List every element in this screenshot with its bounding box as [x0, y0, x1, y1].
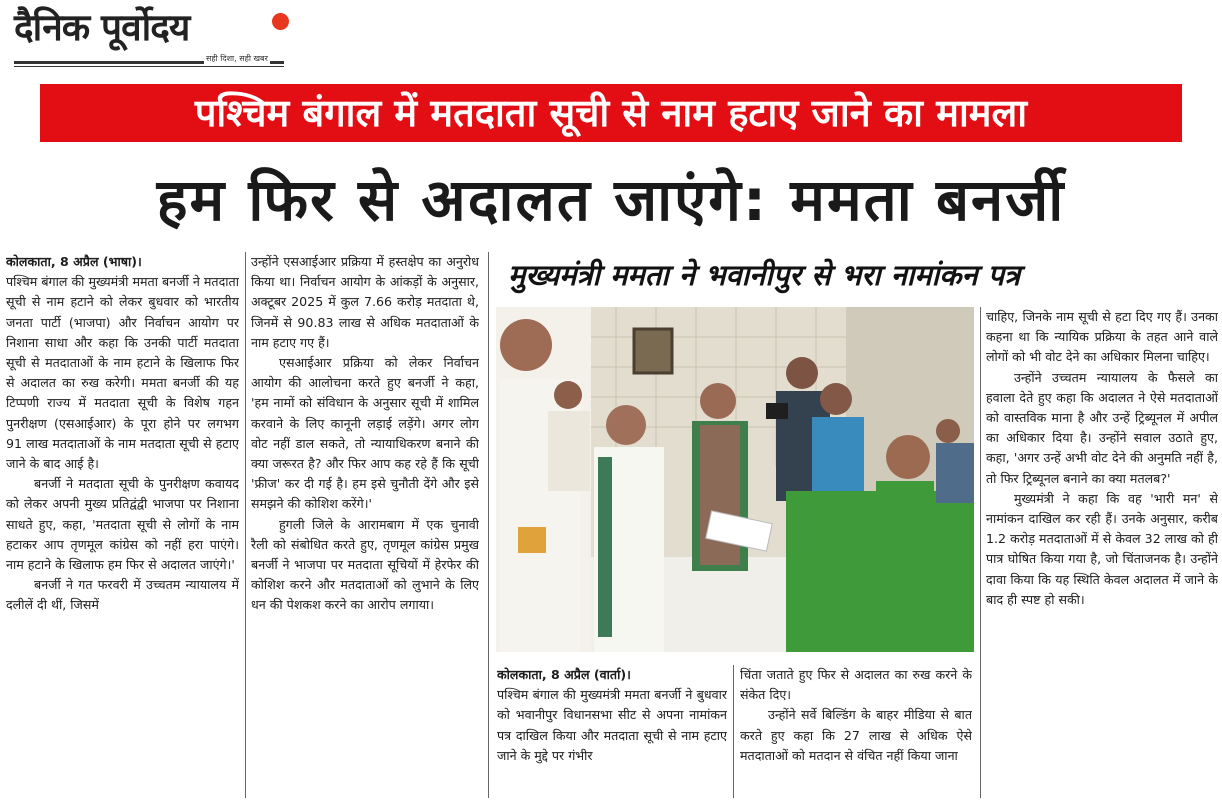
column-divider: [733, 665, 734, 798]
story1-paragraph-1: पश्चिम बंगाल की मुख्यमंत्री ममता बनर्जी ने मतदाता सूची से नाम हटाने को लेकर बुधवार को भारतीय जनता पार्टी (भाजपा) और निर्वाचन आयोग पर निशाना साधा और कहा कि उनकी पार्टी मतदाता सूची से मतदाताओं के नाम हटाने के खिलाफ फिर से अदालत का रुख करेगी। ममता बनर्जी की यह टिप्पणी राज्य में मतदाता सूची के विशेष गहन पुनरीक्षण (एसआईआर) के पूरा होने पर लगभग 91 लाख मतदाताओं के नाम मतदाता सूची से हटाए जाने के बाद आई है।: [6, 274, 239, 472]
column-divider: [488, 252, 489, 798]
newspaper-name: दैनिक पूर्वोदय: [14, 6, 190, 49]
story2-paragraph-1: पश्चिम बंगाल की मुख्यमंत्री ममता बनर्जी ने बुधवार को भवानीपुर विधानसभा सीट से अपना नामांकन पत्र दाखिल किया और मतदाता सूची से नाम हटाए जाने के मुद्दे पर गंभीर: [497, 687, 727, 763]
main-headline: हम फिर से अदालत जाएंगे: ममता बनर्जी: [156, 166, 1066, 234]
column-divider: [245, 252, 246, 798]
masthead-red-dot: [272, 13, 289, 30]
masthead-rule-thin: [14, 66, 284, 67]
story1-paragraph-5: एसआईआर प्रक्रिया को लेकर निर्वाचन आयोग की आलोचना करते हुए बनर्जी ने कहा, 'हम नामों को संविधान के अनुसार सूची में शामिल करवाने के लिए कानूनी लड़ाई लड़ेंगे। अगर लोग वोट नहीं डाल सकते, तो न्यायाधिकरण बनाने की क्या जरूरत है? और फिर आप कह रहे हैं कि सूची 'फ्रीज' कर दी गई है। हम इसे चुनौती देंगे और इसे समझने की कोशिश करेंगे।': [251, 355, 479, 512]
newspaper-masthead: [14, 6, 286, 72]
story2-paragraph-6: मुख्यमंत्री ने कहा कि वह 'भारी मन' से नामांकन दाखिल कर रही हैं। उनके अनुसार, करीब 1.2 करोड़ मतदाताओं में से केवल 32 लाख को ही पात्र घोषित किया गया है, जो चिंताजनक है। उन्होंने दावा किया कि यह स्थिति केवल अदालत में जाने के बाद ही स्पष्ट हो सकी।: [986, 490, 1218, 607]
story2-paragraph-5: उन्होंने उच्चतम न्यायालय के फैसले का हवाला देते हुए कहा कि अदालत ने ऐसे मतदाताओं को वास्तविक माना है और उन्हें ट्रिब्यूनल में अपील का अधिकार दिया है। उन्होंने सवाल उठाते हुए, कहा, 'अगर उन्हें अभी वोट देने की अनुमति नहीं है, तो फिर ट्रिब्यूनल बनाने का क्या मतलब?': [986, 369, 1218, 486]
story1-paragraph-3: बनर्जी ने गत फरवरी में उच्चतम न्यायालय में दलीलें दी थीं, जिसमें: [6, 577, 239, 613]
story2-column-3: [986, 307, 1218, 798]
story1-paragraph-6: हुगली जिले के आरामबाग में एक चुनावी रैली को संबोधित करते हुए, तृणमूल कांग्रेस प्रमुख बनर्जी ने भाजपा पर मतदाता सूचियों में हेरफेर की कोशिश करने और मतदाताओं को लुभाने के लिए धन की पेशकश करने का आरोप लगाया।: [251, 516, 479, 613]
column-divider: [980, 307, 981, 798]
story2-column-1: [497, 665, 727, 798]
story2-paragraph-4: चाहिए, जिनके नाम सूची से हटा दिए गए हैं। उनका कहना था कि न्यायिक प्रक्रिया के तहत आने वाले लोगों को भी वोट देने का अधिकार मिलना चाहिए।: [986, 309, 1218, 365]
news-photo: [496, 307, 974, 652]
story2-subheadline: मुख्यमंत्री ममता ने भवानीपुर से भरा नामांकन पत्र: [508, 258, 1021, 292]
story1-paragraph-4: उन्होंने एसआईआर प्रक्रिया में हस्तक्षेप का अनुरोध किया था। निर्वाचन आयोग के आंकड़ों के अनुसार, अक्टूबर 2025 में कुल 7.66 करोड़ मतदाता थे, जिनमें से 90.83 लाख से अधिक मतदाताओं के नाम हटाए गए हैं।: [251, 254, 479, 350]
story2-paragraph-2: चिंता जताते हुए फिर से अदालत का रुख करने के संकेत दिए।: [740, 667, 972, 703]
story1-dateline: कोलकाता, 8 अप्रैल (भाषा)।: [6, 254, 142, 269]
story1-column-1: [6, 252, 239, 798]
story1-paragraph-2: बनर्जी ने मतदाता सूची के पुनरीक्षण कवायद को लेकर अपनी मुख्य प्रतिद्वंद्वी भाजपा पर निशाना साधते हुए, कहा, 'मतदाता सूची से लोगों के नाम हटाकर आप तृणमूल कांग्रेस को नहीं हरा पाएंगे। नाम हटाने के खिलाफ हम फिर से अदालत जाएंगे।': [6, 476, 239, 573]
story2-dateline: कोलकाता, 8 अप्रैल (वार्ता)।: [497, 667, 631, 682]
story2-column-2: [740, 665, 972, 798]
masthead-tagline: सही दिशा, सही खबर: [206, 54, 268, 63]
photo-illustration: [496, 307, 974, 652]
story2-paragraph-3: उन्होंने सर्वे बिल्डिंग के बाहर मीडिया से बात करते हुए कहा कि 27 लाख से अधिक ऐसे मतदाताओं को मतदान से वंचित नहीं किया जाना: [740, 707, 972, 763]
kicker-banner: पश्चिम बंगाल में मतदाता सूची से नाम हटाए जाने का मामला: [40, 84, 1182, 142]
story1-column-2: [251, 252, 479, 798]
